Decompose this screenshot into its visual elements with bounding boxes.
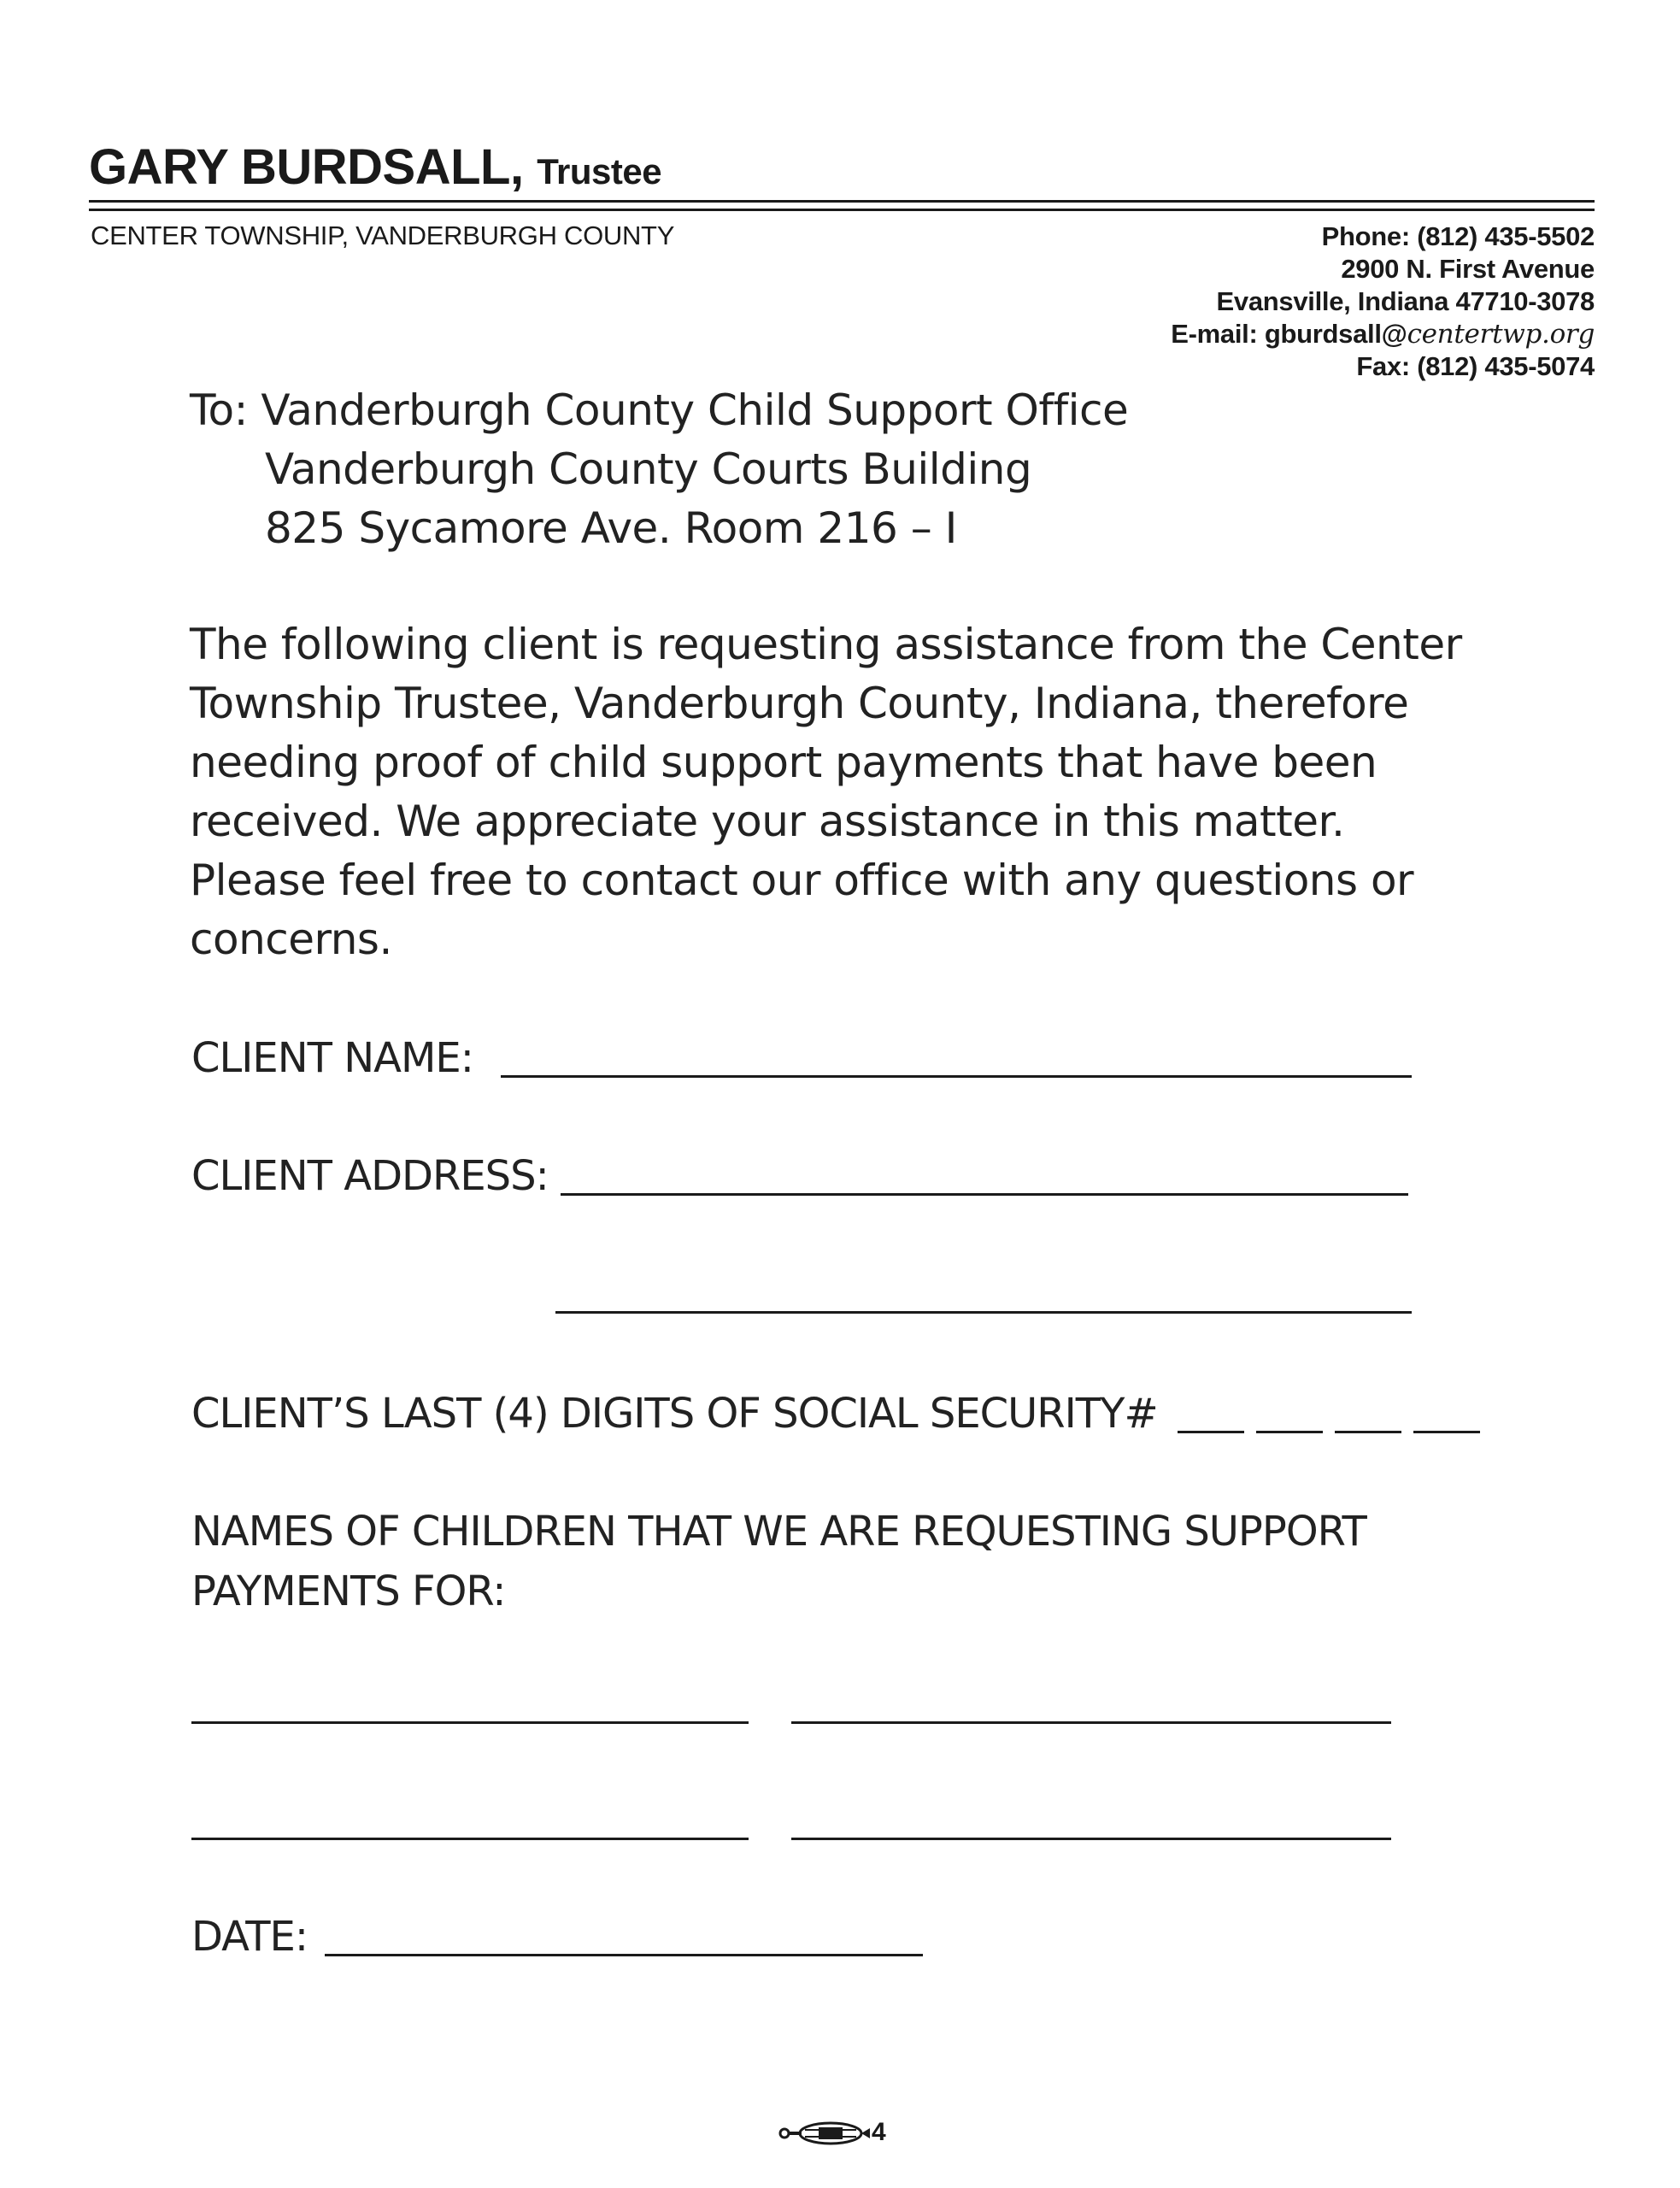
- trustee-name: [89, 138, 661, 196]
- recipient-block: [190, 381, 1128, 558]
- ssn-digit-1-field[interactable]: [1178, 1431, 1244, 1433]
- children-label-line-1: NAMES OF CHILDREN THAT WE ARE REQUESTING SUPPORT: [191, 1508, 1366, 1556]
- client-address-field-2[interactable]: [555, 1311, 1412, 1314]
- paragraph-line: Please feel free to contact our office with any questions or: [190, 856, 1414, 905]
- client-address-field-1[interactable]: [561, 1193, 1408, 1196]
- email: [1171, 318, 1595, 350]
- date-label: DATE:: [191, 1913, 308, 1961]
- email-handwritten: centertwp.org: [1407, 319, 1595, 350]
- union-bug-mark: [776, 2116, 896, 2150]
- child-name-field-3[interactable]: [191, 1838, 749, 1840]
- header-rule-top: [89, 200, 1595, 203]
- paragraph-line: Township Trustee, Vanderburgh County, Indiana, therefore: [190, 679, 1409, 728]
- paragraph-line: received. We appreciate your assistance in this matter.: [190, 797, 1345, 846]
- date-field[interactable]: [325, 1954, 923, 1956]
- phone: Phone: (812) 435-5502: [1321, 221, 1595, 251]
- township-subtitle: CENTER TOWNSHIP, VANDERBURGH COUNTY: [91, 221, 675, 250]
- children-label-line-2: PAYMENTS FOR:: [191, 1567, 506, 1615]
- paragraph-line: concerns.: [190, 915, 392, 964]
- ssn-digit-2-field[interactable]: [1256, 1431, 1323, 1433]
- paragraph-line: needing proof of child support payments that have been: [190, 738, 1377, 787]
- page-mark: 4: [872, 2118, 886, 2146]
- trustee-title: Trustee: [537, 151, 662, 191]
- ssn-digit-3-field[interactable]: [1335, 1431, 1401, 1433]
- email-prefix: E-mail: gburdsall@: [1171, 319, 1407, 349]
- child-name-field-2[interactable]: [791, 1721, 1391, 1724]
- paragraph-line: The following client is requesting assistance from the Center: [190, 620, 1462, 669]
- city-state-zip: Evansville, Indiana 47710-3078: [1216, 286, 1595, 316]
- ssn-digit-4-field[interactable]: [1413, 1431, 1480, 1433]
- child-name-field-4[interactable]: [791, 1838, 1391, 1840]
- contact-block: [1171, 221, 1595, 383]
- ssn-label: CLIENT’S LAST (4) DIGITS OF SOCIAL SECURITY#: [191, 1390, 1158, 1438]
- request-paragraph: [190, 615, 1523, 969]
- recipient-line-2: Vanderburgh County Courts Building: [265, 444, 1032, 494]
- client-address-label: CLIENT ADDRESS:: [191, 1152, 549, 1200]
- fax: Fax: (812) 435-5074: [1356, 351, 1595, 381]
- header-rule-bottom: [89, 209, 1595, 211]
- trustee-name-text: GARY BURDSALL,: [89, 139, 524, 195]
- street-address: 2900 N. First Avenue: [1341, 254, 1595, 284]
- recipient-line-3: 825 Sycamore Ave. Room 216 – I: [265, 503, 957, 553]
- child-name-field-1[interactable]: [191, 1721, 749, 1724]
- client-name-field[interactable]: [501, 1075, 1412, 1078]
- client-name-label: CLIENT NAME:: [191, 1034, 473, 1082]
- recipient-line-1: To: Vanderburgh County Child Support Office: [190, 385, 1129, 435]
